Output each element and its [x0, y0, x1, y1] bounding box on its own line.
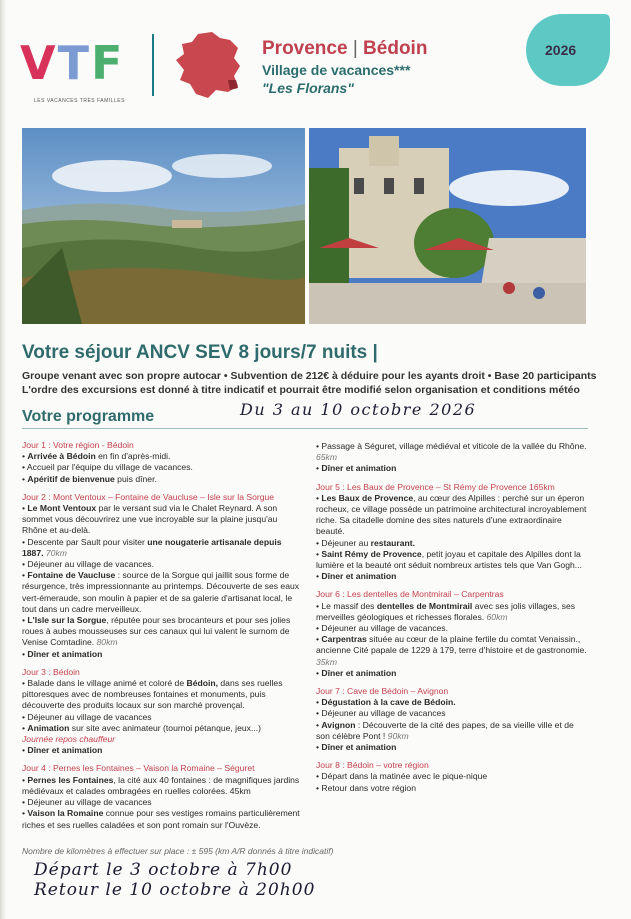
activity-distance: 35km	[316, 656, 338, 667]
vtf-logo	[20, 34, 145, 112]
day-activity	[316, 668, 588, 679]
day-activity	[316, 771, 588, 782]
france-map-icon	[168, 30, 248, 102]
activity-text: • Déjeuner au village de vacances	[22, 711, 152, 722]
activity-text: • Les Baux de Provence, au cœur des Alpilles : perché sur un éperon rocheux, ce village possède un patrimoine architectural incroyablement riche. Sa citadelle domine des sites naturels d'une extraordinaire beauté.	[316, 492, 587, 537]
day-activity	[316, 571, 588, 582]
logo-letter-t: T	[57, 36, 91, 90]
header-title	[262, 38, 427, 60]
activity-text: • Fontaine de Vaucluse : source de la Sorgue qui jaillit sous forme de résurgence, très impressionnante au printemps. Découverte de ses eaux vert-émeraude, son moulin à papier et de sa galerie d'artisanat local, le tout dans un cadre merveilleux.	[22, 570, 300, 614]
activity-text: • Vaison la Romaine connue pour ses vestiges romains particulièrement riches et ses ruelles caladées et son pont romain sur l'Ouvèze.	[22, 808, 300, 830]
logo-letter-f: F	[91, 36, 125, 90]
activity-text: • Avignon : Découverte de la cité des papes, de sa vieille ville et de son célèbre Pont !	[316, 719, 574, 741]
day-block	[22, 440, 304, 485]
activity-text: • Dîner et animation	[316, 667, 397, 678]
day-title: Jour 3 : Bédoin	[22, 666, 80, 677]
day-activity	[316, 623, 588, 634]
day-activity	[316, 634, 588, 668]
landscape-photo	[22, 128, 305, 324]
day-activity	[22, 615, 304, 649]
day-activity	[316, 708, 588, 719]
day-activity	[22, 474, 304, 485]
activity-text: • Dîner et animation	[22, 745, 103, 756]
activity-text: • Arrivée à Bédoin en fin d'après-midi.	[22, 451, 171, 462]
day-activity	[22, 734, 304, 745]
activity-text: • Dîner et animation	[22, 648, 103, 659]
sejour-intro-line-1: Groupe venant avec son propre autocar • Subvention de 212€ à déduire pour les ayants droit • Base 20 participants	[22, 370, 597, 382]
activity-text: • Dîner et animation	[316, 742, 397, 753]
day-activity	[22, 537, 304, 559]
day-title: Jour 6 : Les dentelles de Montmirail – Carpentras	[316, 589, 504, 600]
day-activity	[22, 462, 304, 473]
handwritten-departure: Départ le 3 octobre à 7h00	[34, 860, 293, 880]
day-block	[316, 760, 588, 794]
activity-text: • Carpentras située au cœur de la plaine fertile du comtat Venaissin., ancienne Cité papale de 1229 à 179, terre d'histoire et de gastronomie.	[316, 634, 587, 656]
day-block	[316, 441, 588, 475]
day-activity	[316, 697, 588, 708]
activity-text: • Animation sur site avec animateur (tournoi pétanque, jeux...)	[22, 722, 261, 733]
day-activity	[316, 493, 588, 538]
programme-column-left	[22, 440, 304, 838]
activity-text: • Dégustation à la cave de Bédoin.	[316, 697, 456, 708]
day-block	[22, 763, 304, 830]
day-activity	[22, 808, 304, 830]
day-title: Jour 1 : Votre région - Bédoin	[22, 440, 134, 450]
day-activity	[22, 503, 304, 537]
day-activity	[316, 601, 588, 623]
activity-text: • Balade dans le village animé et coloré de Bédoin, dans ses ruelles pittoresques avec de nombreuses fontaines et monuments, puis découverte des produits locaux sur son marché provençal.	[22, 678, 283, 711]
day-activity	[316, 742, 588, 753]
programme-title: Votre programme	[22, 408, 155, 425]
programme-column-right	[316, 441, 588, 801]
activity-distance: 80km	[94, 637, 118, 648]
activity-text: • Apéritif de bienvenue puis dîner.	[22, 473, 157, 484]
activity-text: • Descente par Sault pour visiter une nougaterie artisanale depuis 1887.	[22, 536, 282, 558]
day-block	[316, 482, 588, 583]
day-title: Jour 8 : Bédoin – votre région	[316, 760, 429, 771]
activity-text: • Accueil par l'équipe du village de vacances.	[22, 462, 193, 473]
activity-text: • Saint Rémy de Provence, petit joyau et capitale des Alpilles dont la lumière et la beauté ont séduit nombreux artistes tels que Van Gogh...	[316, 548, 582, 571]
day-activity	[22, 712, 304, 723]
logo-tagline: LES VACANCES TRÈS FAMILLES	[34, 98, 125, 104]
activity-text: • Le massif des dentelles de Montmirail avec ses jolis villages, ses merveilles géologiques et richesses florales.	[316, 600, 576, 622]
day-activity	[22, 451, 304, 462]
day-block	[22, 492, 304, 660]
header-divider	[152, 34, 154, 96]
year-label: 2026	[545, 42, 577, 58]
activity-text: Journée repos chauffeur	[22, 734, 116, 745]
activity-distance: 70km	[43, 547, 67, 558]
day-activity	[316, 549, 588, 571]
day-activity	[22, 775, 304, 797]
activity-distance: 60km	[484, 611, 508, 622]
logo-letter-v: V	[20, 36, 58, 90]
day-activity	[22, 797, 304, 808]
day-title: Jour 2 : Mont Ventoux – Fontaine de Vaucluse – Isle sur la Sorgue	[22, 491, 275, 502]
day-activity	[22, 723, 304, 734]
day-block	[316, 686, 588, 753]
km-footnote: Nombre de kilomètres à effectuer sur place : ± 595 (km A/R donnés à titre indicatif)	[22, 846, 334, 856]
handwritten-dates: Du 3 au 10 octobre 2026	[240, 400, 477, 419]
activity-text: • Retour dans votre région	[316, 782, 416, 793]
day-activity	[22, 559, 304, 570]
activity-text: • L'Isle sur la Sorgue, réputée pour ses brocanteurs et pour ses jolies roues à aubes mousseuses sur ces canaux qui lui valent le surnom de Venise Comtadine.	[22, 615, 291, 648]
activity-text: • Déjeuner au village de vacances.	[22, 559, 154, 570]
day-activity	[22, 678, 304, 712]
handwritten-return: Retour le 10 octobre à 20h00	[34, 880, 316, 900]
city-name: Bédoin	[363, 38, 428, 59]
sejour-title: Votre séjour ANCV SEV 8 jours/7 nuits |	[22, 342, 378, 363]
vtf-logo-letters	[20, 36, 124, 90]
day-activity	[316, 783, 588, 794]
activity-distance: 65km	[316, 452, 338, 463]
header-subtitle: Village de vacances***	[262, 62, 411, 78]
activity-text: • Déjeuner au village de vacances	[22, 797, 152, 808]
activity-text: • Dîner et animation	[316, 571, 397, 582]
day-title: Jour 4 : Pernes les Fontaines – Vaison la Romaine – Séguret	[22, 763, 255, 774]
day-activity	[22, 570, 304, 615]
activity-text: • Passage à Séguret, village médiéval et viticole de la vallée du Rhône.	[316, 441, 587, 451]
village-photo	[309, 128, 586, 324]
region-name: Provence	[262, 38, 348, 59]
day-activity	[316, 463, 588, 474]
activity-distance: 90km	[385, 730, 409, 741]
day-activity	[316, 720, 588, 742]
day-activity	[316, 538, 588, 549]
day-activity	[316, 441, 588, 463]
day-block	[316, 589, 588, 679]
day-title: Jour 5 : Les Baux de Provence – St Rémy de Provence 165km	[316, 481, 555, 492]
activity-text: • Déjeuner au restaurant.	[316, 537, 416, 548]
day-activity	[22, 745, 304, 756]
activity-text: • Le Mont Ventoux par le versant sud via le Chalet Reynard. A son sommet vous découvrirez une vue incroyable sur la plaine jusqu'au Rhône et au-delà.	[22, 503, 278, 536]
day-block	[22, 667, 304, 757]
activity-text: • Départ dans la matinée avec le pique-nique	[316, 771, 488, 782]
title-separator: |	[352, 38, 358, 59]
village-name: "Les Florans"	[262, 80, 354, 96]
activity-text: • Déjeuner au village de vacances	[316, 708, 446, 719]
activity-text: • Dîner et animation	[316, 463, 397, 474]
activity-text: • Déjeuner au village de vacances.	[316, 623, 448, 634]
day-activity	[22, 649, 304, 660]
activity-text: • Pernes les Fontaines, la cité aux 40 fontaines : de magnifiques jardins médiévaux et calades ombragées en ruelles colorées. 45km	[22, 774, 300, 796]
programme-rule	[22, 428, 588, 429]
day-title: Jour 7 : Cave de Bédoin – Avignon	[316, 686, 449, 697]
sejour-intro-line-2: L'ordre des excursions est donné à titre indicatif et pourrait être modifié selon organisation et conditions météo	[22, 384, 580, 396]
scan-edge-shadow	[0, 0, 6, 919]
